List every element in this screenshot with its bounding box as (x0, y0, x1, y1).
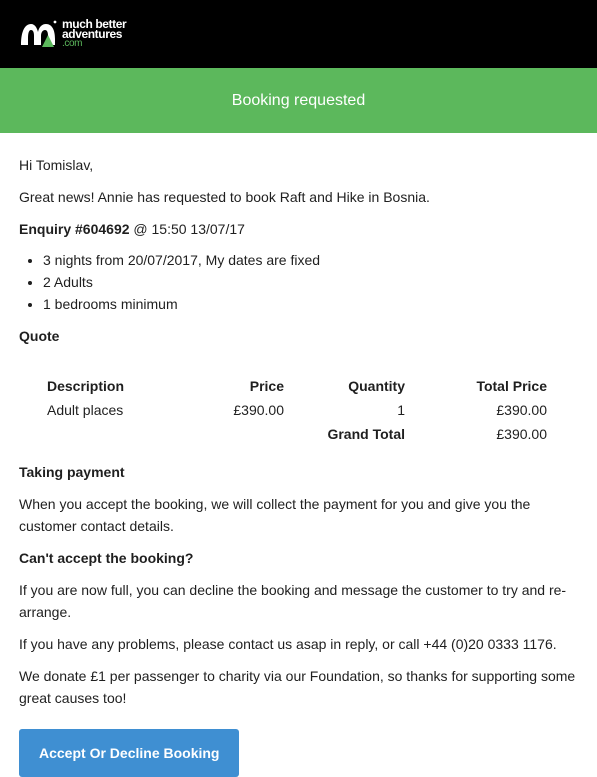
list-item: • 3 nights from 20/07/2017, My dates are fixed (43, 249, 578, 271)
column-header: Quantity (348, 378, 405, 394)
grand-total-label: Grand Total (327, 426, 405, 442)
table-cell: 1 (397, 402, 405, 418)
column-header: Description (47, 378, 125, 394)
brand-logo[interactable] (19, 19, 126, 49)
grand-total-row (47, 422, 547, 446)
charity-text: We donate £1 per passenger to charity via our Foundation, so thanks for supporting some great causes too! (19, 668, 576, 706)
table-cell: £390.00 (233, 402, 284, 418)
table-cell: Adult places (47, 402, 124, 418)
intro-text: Great news! Annie has requested to book Raft and Hike in Bosnia. (19, 189, 430, 205)
mountain-logo-icon (19, 19, 57, 49)
accept-or-decline-button[interactable]: Accept Or Decline Booking (19, 729, 239, 777)
payment-text: When you accept the booking, we will collect the payment for you and give you the customer contact details. (19, 496, 531, 534)
email-header (0, 0, 597, 68)
brand-line-3: .com (62, 38, 83, 49)
enquiry-number: Enquiry #604692 (19, 221, 130, 237)
banner-title: Booking requested (231, 91, 366, 109)
email-body (0, 154, 597, 777)
grand-total-value: £390.00 (496, 426, 547, 442)
enquiry-time: @ 15:50 13/07/17 (129, 221, 245, 237)
payment-heading: Taking payment (19, 464, 125, 480)
column-header: Price (249, 378, 284, 394)
booking-details-list (19, 249, 578, 315)
table-header-row (47, 374, 547, 398)
quote-table (47, 374, 547, 446)
status-banner (0, 68, 597, 133)
greeting: Hi Tomislav, (19, 157, 94, 173)
brand-line-2: adventures (62, 27, 123, 41)
contact-text: If you have any problems, please contact us asap in reply, or call +44 (0)20 0333 1176. (19, 636, 557, 652)
decline-heading: Can't accept the booking? (19, 550, 194, 566)
decline-text: If you are now full, you can decline the booking and message the customer to try and re-arrange. (19, 582, 567, 620)
table-cell: £390.00 (496, 402, 547, 418)
brand-line-1: much better (62, 17, 127, 31)
quote-heading: Quote (19, 328, 60, 344)
column-header: Total Price (476, 378, 547, 394)
table-row (47, 398, 547, 422)
list-item: • 2 Adults (43, 271, 578, 293)
brand-wordmark (62, 19, 126, 49)
list-item: • 1 bedrooms minimum (43, 293, 578, 315)
enquiry-line (19, 218, 578, 240)
